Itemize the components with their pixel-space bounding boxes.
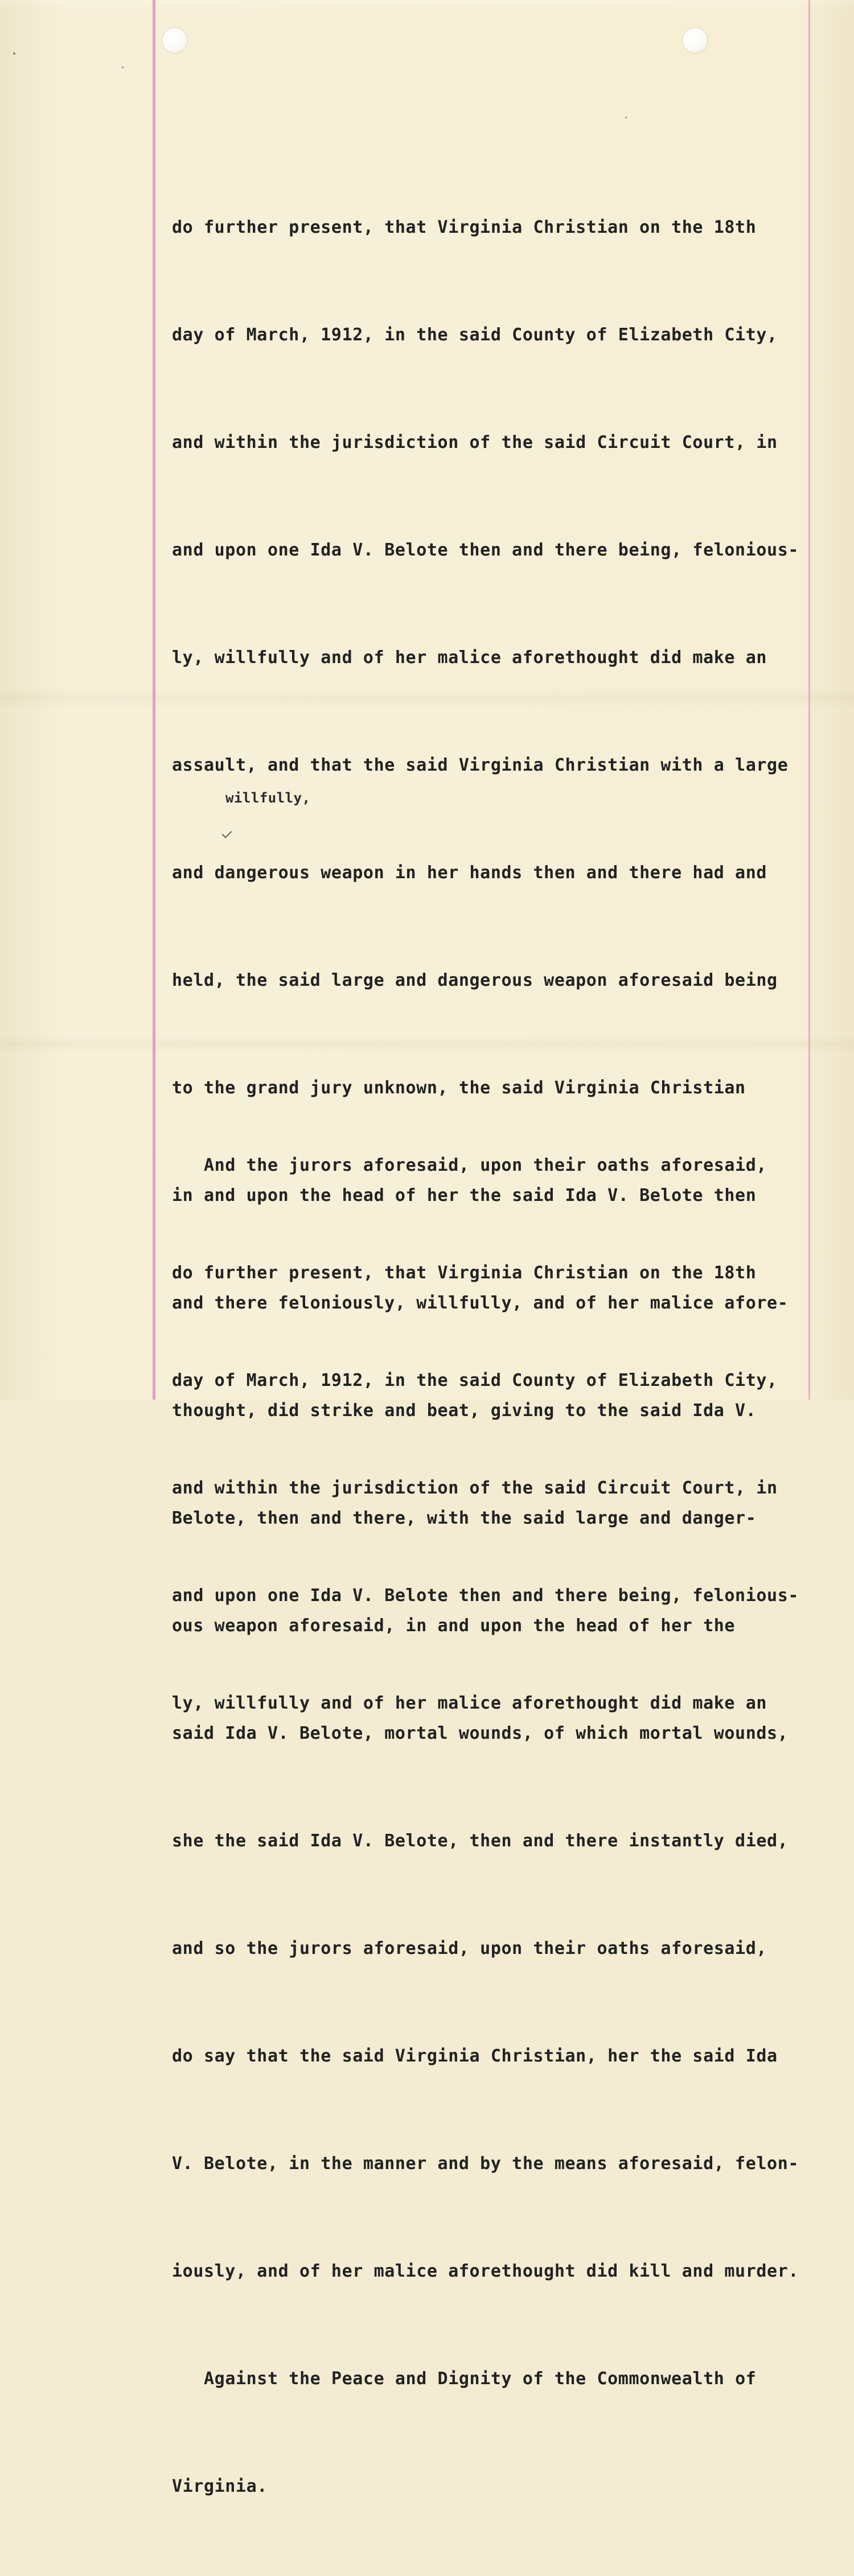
document-line: to the grand jury unknown, the said Virginia Christian: [172, 1078, 746, 1098]
paper-speck: [122, 67, 124, 68]
document-line: assault, and that the said Virginia Christian with a large: [172, 755, 789, 775]
document-line: Against the Peace and Dignity of the Commonwealth of: [204, 2369, 757, 2389]
document-line: and within the jurisdiction of the said Circuit Court, in: [172, 433, 778, 452]
punch-hole-right: [682, 27, 708, 54]
document-line: day of March, 1912, in the said County of Elizabeth City,: [172, 1371, 778, 1390]
document-line: Belote, then and there, with the said large and danger-: [172, 1508, 757, 1528]
document-line: do further present, that Virginia Christian on the 18th: [172, 217, 757, 237]
document-line: V. Belote, in the manner and by the means aforesaid, felon-: [172, 2154, 799, 2174]
document-line: thought, did strike and beat, giving to the said Ida V.: [172, 1401, 757, 1421]
document-line: day of March, 1912, in the said County of Elizabeth City,: [172, 325, 778, 345]
left-margin-line: [153, 0, 155, 1400]
paper-speck: [625, 117, 627, 118]
document-line: and upon one Ida V. Belote then and there being, felonious-: [172, 1586, 799, 1606]
document-line: held, the said large and dangerous weapon aforesaid being: [172, 970, 778, 990]
document-line: ous weapon aforesaid, in and upon the head of her the: [172, 1616, 736, 1636]
handwritten-insertion: willfully,: [225, 790, 311, 806]
document-line: do further present, that Virginia Christian on the 18th: [172, 1263, 757, 1283]
indictment-text-block-2: [172, 1076, 803, 1793]
document-line: do say that the said Virginia Christian, her the said Ida: [172, 2046, 778, 2066]
document-line: she the said Ida V. Belote, then and there instantly died,: [172, 1831, 789, 1851]
paper-speck: [13, 52, 15, 55]
right-margin-line: [808, 0, 810, 1400]
document-line: Virginia.: [172, 2476, 268, 2496]
document-line: ly, willfully and of her malice aforethought did make an: [172, 648, 767, 668]
document-line: iously, and of her malice aforethought did kill and murder.: [172, 2261, 799, 2281]
punch-hole-left: [162, 27, 188, 54]
document-line: and dangerous weapon in her hands then and there had and: [172, 863, 767, 883]
document-line: and within the jurisdiction of the said Circuit Court, in: [172, 1478, 778, 1498]
document-line: And the jurors aforesaid, upon their oaths aforesaid,: [204, 1155, 767, 1175]
document-line: ly, willfully and of her malice aforethought did make an: [172, 1693, 767, 1713]
document-line: said Ida V. Belote, mortal wounds, of which mortal wounds,: [172, 1723, 789, 1743]
document-line: in and upon the head of her the said Ida V. Belote then: [172, 1186, 757, 1205]
document-line: and so the jurors aforesaid, upon their oaths aforesaid,: [172, 1939, 767, 1958]
document-line: and there feloniously, willfully, and of her malice afore-: [172, 1293, 789, 1313]
document-line: and upon one Ida V. Belote then and there being, felonious-: [172, 540, 799, 560]
